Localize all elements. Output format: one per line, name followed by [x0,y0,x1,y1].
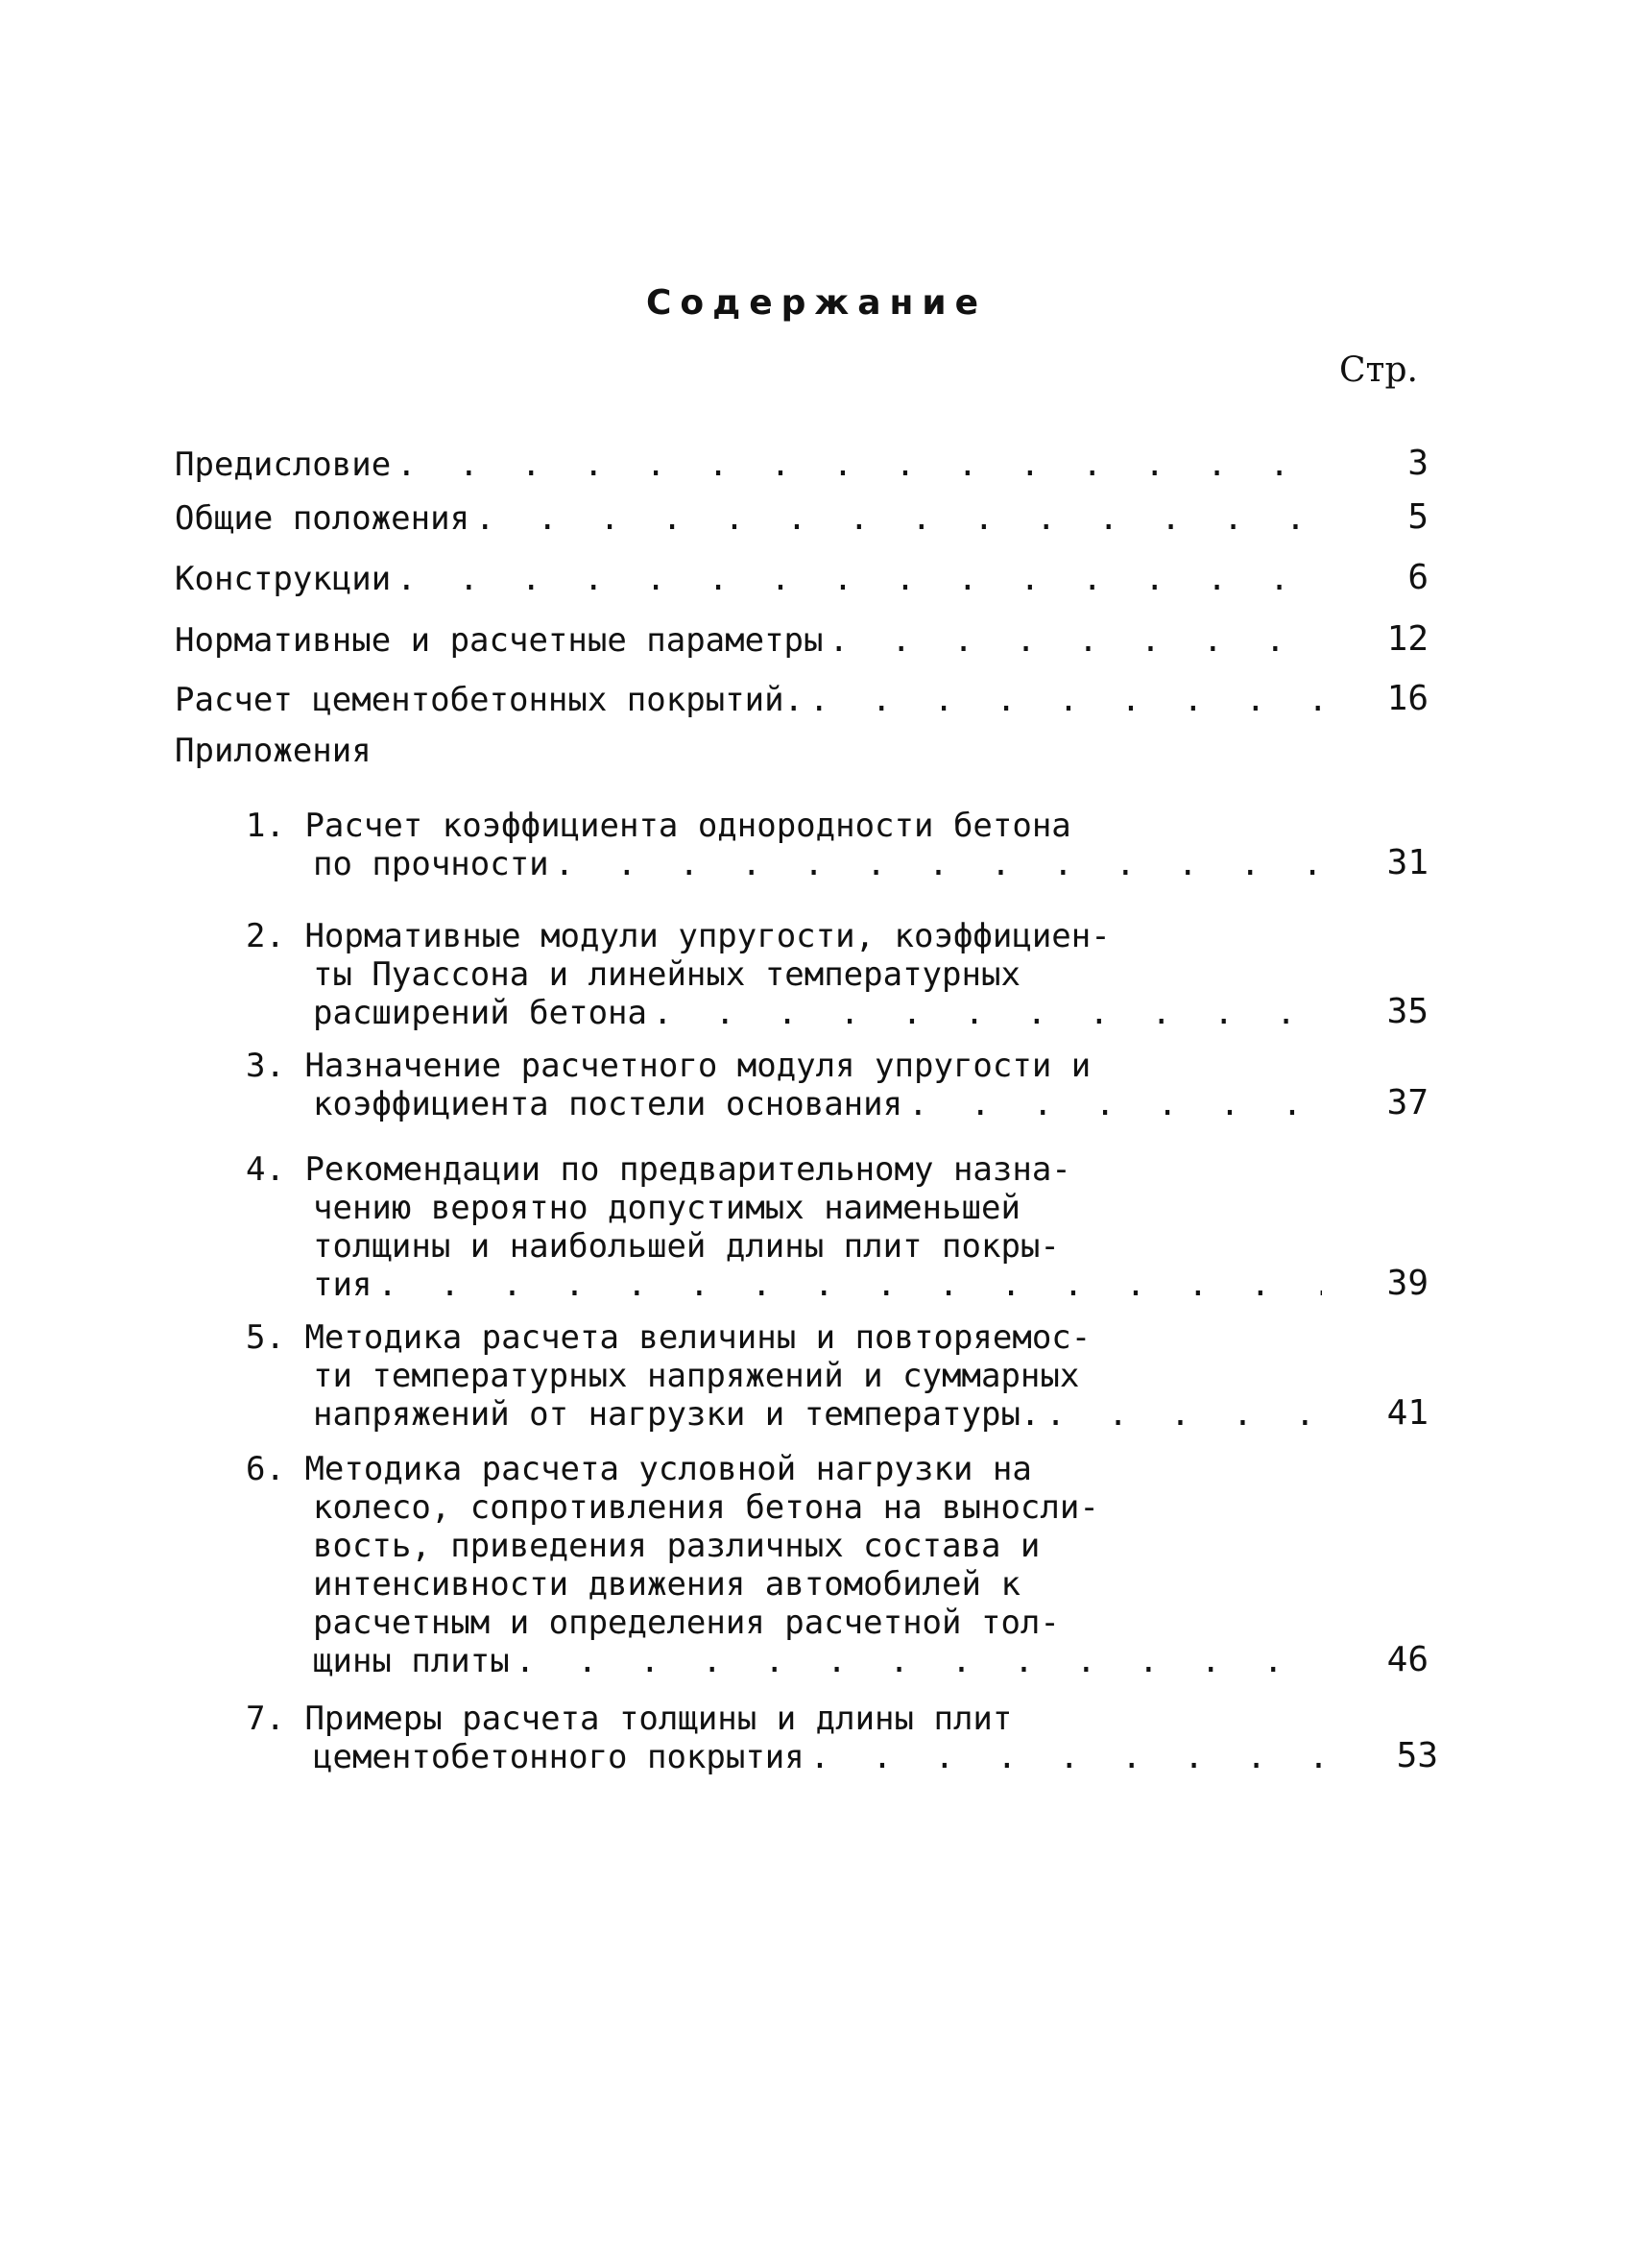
dot-leader [510,1642,1322,1680]
appendix-line: чению вероятно допустимых наименьшей [313,1189,1021,1227]
appendix-line: расширений бетона [313,994,647,1032]
appendix-page: 35 [1386,992,1429,1031]
appendix-number: 1. [246,807,285,845]
appendix-line: колесо, сопротивления бетона на выносли- [313,1488,1099,1527]
toc-entry[interactable] [175,621,1322,660]
appendix-page: 39 [1386,1264,1429,1303]
toc-entry[interactable] [175,446,1322,484]
appendix-number: 6. [246,1450,285,1488]
appendix-line: ти температурных напряжений и суммарных [313,1357,1080,1395]
toc-entry-page: 6 [1407,558,1429,597]
appendix-entry[interactable] [246,1318,1322,1434]
appendix-line: Назначение расчетного модуля упругости и [304,1047,1092,1085]
dot-leader [469,499,1322,538]
appendix-line: Методика расчета величины и повторяемос- [304,1318,1092,1357]
appendix-entry[interactable] [246,1150,1322,1304]
appendix-number: 7. [246,1700,285,1738]
dot-leader [549,845,1322,883]
appendix-line: напряжений от нагрузки и температуры. [313,1395,1041,1434]
dot-leader [647,994,1322,1032]
appendix-line: тия [313,1266,372,1304]
appendix-line: вость, приведения различных состава и [313,1527,1041,1565]
page-column-label: Стр. [1339,350,1418,390]
toc-entry-page: 12 [1386,619,1429,659]
appendix-line: цементобетонного покрытия [313,1738,804,1776]
dot-leader [804,1738,1322,1776]
toc-entry-page: 3 [1407,444,1429,483]
toc-entry-title: Конструкции [175,560,392,598]
appendix-line: Расчет коэффициента однородности бетона [304,807,1071,845]
toc-entry-title: Расчет цементобетонных покрытий. [175,681,804,719]
appendix-page: 31 [1386,843,1429,882]
toc-entry[interactable] [175,560,1322,598]
appendix-line: Рекомендации по предварительному назна- [304,1150,1071,1189]
appendix-entry[interactable] [246,807,1322,883]
toc-entry-title: Общие положения [175,499,470,538]
appendix-line: толщины и наибольшей длины плит покры- [313,1227,1060,1266]
toc-heading: Содержание [645,283,988,323]
toc-entry-page: 16 [1386,679,1429,718]
dot-leader [391,560,1322,598]
appendix-page: 41 [1386,1393,1429,1433]
appendix-line: ты Пуассона и линейных температурных [313,955,1021,994]
toc-entry[interactable] [175,681,1322,719]
toc-entry-page: 5 [1407,497,1429,537]
dot-leader [804,681,1322,719]
appendix-line: коэффициента постели основания [313,1085,903,1123]
appendix-page: 46 [1386,1640,1429,1679]
appendix-line: интенсивности движения автомобилей к [313,1565,1021,1604]
toc-entry-title: Предисловие [175,446,392,484]
appendix-entry[interactable] [246,1450,1322,1680]
appendix-line: Примеры расчета толщины и длины плит [304,1700,1013,1738]
dot-leader [1040,1395,1322,1434]
appendix-entry[interactable] [246,1700,1322,1776]
dot-leader [372,1266,1322,1304]
appendix-page: 53 [1396,1736,1438,1775]
appendix-line: по прочности [313,845,549,883]
appendix-number: 2. [246,917,285,955]
appendix-label: Приложения [175,732,372,770]
appendix-line: Нормативные модули упругости, коэффициен- [304,917,1111,955]
appendix-number: 5. [246,1318,285,1357]
appendix-entry[interactable] [246,1047,1322,1123]
dot-leader [391,446,1322,484]
appendix-line: расчетным и определения расчетной тол- [313,1604,1060,1642]
dot-leader [824,621,1322,660]
appendix-number: 3. [246,1047,285,1085]
toc-entry-title: Нормативные и расчетные параметры [175,621,824,660]
dot-leader [902,1085,1322,1123]
appendix-page: 37 [1386,1083,1429,1122]
appendix-number: 4. [246,1150,285,1189]
toc-entry[interactable] [175,499,1322,538]
appendix-entry[interactable] [246,917,1322,1032]
appendix-line: щины плиты [313,1642,510,1680]
appendix-line: Методика расчета условной нагрузки на [304,1450,1032,1488]
